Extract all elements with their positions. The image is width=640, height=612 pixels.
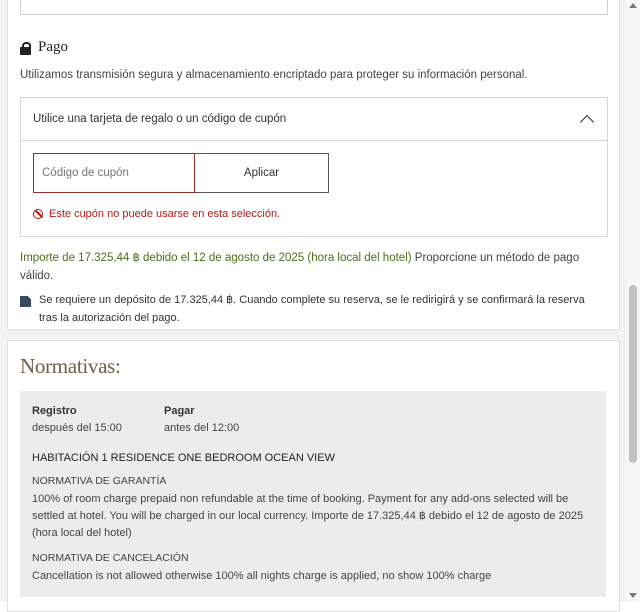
- chevron-up-icon[interactable]: [580, 114, 594, 128]
- apply-coupon-button[interactable]: Aplicar: [195, 153, 329, 193]
- checkin-value: después del 15:00: [32, 422, 122, 434]
- secure-transmission-text: Utilizamos transmisión segura y almacenamiento encriptado para proteger su información personal.: [20, 69, 528, 81]
- coupon-error-text: Este cupón no puede usarse en esta selección.: [49, 208, 281, 220]
- coupon-header-label: Utilice una tarjeta de regalo o un código de cupón: [33, 113, 287, 125]
- prohibited-icon: [33, 209, 43, 219]
- cancellation-heading: NORMATIVA DE CANCELACIÓN: [32, 552, 189, 564]
- scroll-down-arrow-icon[interactable]: [629, 593, 637, 598]
- document-icon: [20, 296, 31, 307]
- coupon-panel-header[interactable]: [21, 98, 607, 141]
- checkout-column: [164, 405, 239, 434]
- payment-title: Pago: [38, 39, 68, 55]
- coupon-panel: [20, 97, 608, 237]
- previous-section-box: [20, 0, 608, 15]
- checkout-value: antes del 12:00: [164, 422, 240, 434]
- scroll-up-arrow-icon[interactable]: [629, 3, 637, 8]
- amount-due-prompt: Proporcione un método de pago válido.: [20, 252, 580, 282]
- coupon-code-input[interactable]: [33, 153, 195, 193]
- checkout-label: Pagar: [164, 405, 195, 417]
- policies-title: Normativas:: [20, 354, 121, 378]
- lock-icon: [20, 42, 31, 54]
- vertical-scrollbar[interactable]: [626, 0, 640, 602]
- deposit-notice: [20, 291, 606, 327]
- policies-card: [7, 340, 620, 612]
- amount-due-highlight: Importe de 17.325,44 ฿ debido el 12 de agosto de 2025 (hora local del hotel): [20, 252, 412, 264]
- policies-box: [20, 391, 606, 597]
- coupon-form: [33, 153, 329, 193]
- guarantee-text: 100% of room charge prepaid non refundable at the time of booking. Payment for any add-ons selected will be settled at hotel. You will be charged in our local currency. Importe de 17.325,44 ฿ debido el 12 de agosto de 2025 (hora local del hotel): [32, 493, 584, 539]
- scrollbar-thumb[interactable]: [629, 285, 637, 463]
- amount-due-text: [20, 249, 610, 285]
- checkin-label: Registro: [32, 405, 77, 417]
- checkin-column: [32, 405, 122, 434]
- cancellation-text: Cancellation is not allowed otherwise 100% all nights charge is applied, no show 100% charge: [32, 570, 492, 582]
- guarantee-heading: NORMATIVA DE GARANTÍA: [32, 475, 167, 487]
- room-title: HABITACIÓN 1 RESIDENCE ONE BEDROOM OCEAN VIEW: [32, 452, 335, 464]
- coupon-error: [33, 208, 280, 220]
- payment-card: [7, 0, 620, 330]
- payment-heading: [20, 39, 68, 56]
- deposit-text: Se requiere un depósito de 17.325,44 ฿. Cuando complete su reserva, se le redirigirá y se confirmará la reserva tras la autorización del pago.: [39, 294, 585, 324]
